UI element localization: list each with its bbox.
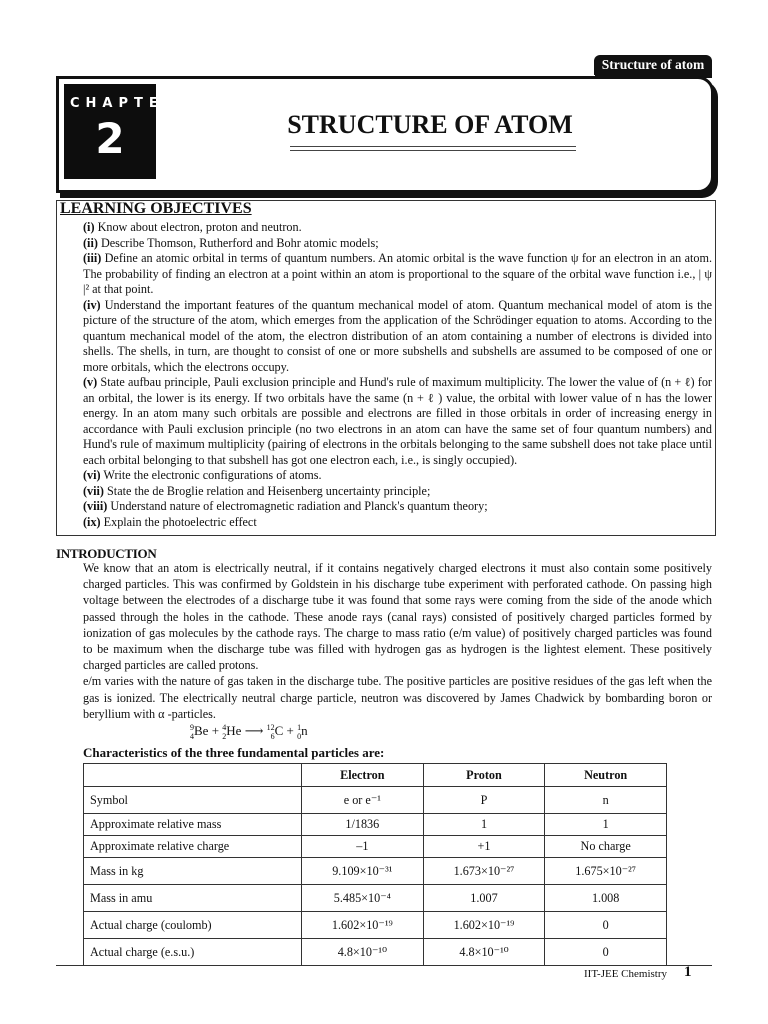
objective-number: (iv) [83,297,101,312]
objective-number: (ii) [83,235,98,250]
row-label: Mass in amu [84,885,302,912]
proton-cell: 1 [423,814,545,836]
learning-objectives-list [83,220,712,530]
objective-number: (v) [83,375,98,389]
title-underline [290,150,576,151]
particles-table [83,763,667,966]
n-mass-number: 1 [297,723,302,733]
electron-cell: e or e⁻¹ [302,787,424,814]
row-label: Approximate relative charge [84,836,302,858]
n-atomic-number: 0 [297,732,302,742]
table-row [84,787,667,814]
table-row [84,836,667,858]
table-heading: Characteristics of the three fundamental particles are: [83,745,385,760]
footer-book-title: IIT-JEE Chemistry [584,968,667,980]
chapter-title: STRUCTURE OF ATOM [287,110,573,139]
objective-number: (iii) [83,251,102,265]
c-mass-number: 12 [266,723,275,733]
neutron-cell: 1.008 [545,885,667,912]
table-row [84,939,667,966]
he-symbol: He [226,723,242,738]
objective-number: (ix) [83,514,101,529]
row-label: Mass in kg [84,858,302,885]
section-tag [590,55,712,77]
neutron-cell: 0 [545,912,667,939]
neutron-cell: 1.675×10⁻²⁷ [545,858,667,885]
table-header-row [84,764,667,787]
objective-text: Describe Thomson, Rutherford and Bohr atomic models; [97,235,379,250]
proton-cell: 1.602×10⁻¹⁹ [423,912,545,939]
plus-sign: + [286,723,294,738]
introduction-paragraph: e/m varies with the nature of gas taken in the discharge tube. The positive particles are positive residues of the gas left when the gas is ionized. The electrically neutral charge particle, neutron was discovered by James Chadwick by bombarding boron or beryllium with α -particles. [83,674,712,721]
learning-objectives-title: LEARNING OBJECTIVES [60,200,252,217]
objective-item [83,499,712,515]
objective-number: (i) [83,220,95,234]
c-symbol: C [274,723,284,738]
column-header [84,764,302,787]
objective-item [83,375,712,468]
objective-text: Understand the important features of the quantum mechanical model of atom. Quantum mechanical model of atom is the picture of the structure of the atom, which emerges from the application of the Schrödinger equation to atoms. According to the quantum mechanical model of the atom, the electron distribution of an atom containing a number of electrons is divided into shells. The shells, in turn, are thought to consist of one or more subshells and subshells are assumed to be composed of one or more orbitals, which the electrons occupy. [83,297,712,374]
reaction-arrow: ⟶ [244,723,264,738]
electron-cell: 1.602×10⁻¹⁹ [302,912,424,939]
nuclear-equation [190,723,308,741]
table-row [84,814,667,836]
objective-text: Understand nature of electromagnetic radiation and Planck's quantum theory; [107,499,488,513]
chapter-number: 2 [95,114,125,163]
objective-number: (vii) [83,483,104,498]
n-symbol: n [301,723,308,738]
he-mass-number: 4 [222,723,227,733]
objective-item [83,251,712,298]
chapter-number-box [64,84,180,179]
proton-cell: 1.673×10⁻²⁷ [423,858,545,885]
footer-rule [56,965,712,966]
row-label: Actual charge (e.s.u.) [84,939,302,966]
proton-cell: 4.8×10⁻¹⁰ [423,939,545,966]
chapter-label: CHAPTER [70,96,180,111]
section-tag-label: Structure of atom [594,55,712,75]
row-label: Actual charge (coulomb) [84,912,302,939]
introduction-paragraph: We know that an atom is electrically neutral, if it contains negatively charged electrons it must also contain some positively charged particles. This was confirmed by Goldstein in his discharge tube experiment with perforated cathode. On passing high voltage between the electrodes of a discharge tube it was found that some rays were coming from the side of the anode which passed through the holes in the cathode. These anode rays (canal rays) consisted of positively charged particles formed by ionization of gas molecules by the cathode rays. The charge to mass ratio (e/m value) of positively charged particles was found to be maximum when the discharge tube was filled with hydrogen gas as hydrogen is the lightest element. These positively charged particles are called protons. [83,561,712,673]
table-row [84,858,667,885]
neutron-cell: No charge [545,836,667,858]
objective-text: Write the electronic configurations of atoms. [100,468,322,482]
row-label: Approximate relative mass [84,814,302,836]
plus-sign: + [211,723,220,738]
objective-number: (viii) [83,499,108,513]
electron-cell: 4.8×10⁻¹⁰ [302,939,424,966]
introduction-heading: INTRODUCTION [56,546,157,561]
electron-cell: 9.109×10⁻³¹ [302,858,424,885]
neutron-cell: 1 [545,814,667,836]
table-row [84,885,667,912]
objective-text: Explain the photoelectric effect [100,514,257,529]
neutron-cell: 0 [545,939,667,966]
electron-cell: –1 [302,836,424,858]
proton-cell: +1 [423,836,545,858]
be-symbol: Be [194,723,209,738]
row-label: Symbol [84,787,302,814]
he-atomic-number: 2 [222,732,227,742]
title-underline [290,146,576,147]
be-mass-number: 9 [190,723,194,733]
objective-text: Know about electron, proton and neutron. [94,220,302,234]
objective-item [83,484,712,500]
table-row [84,912,667,939]
objective-text: State the de Broglie relation and Heisenberg uncertainty principle; [103,483,431,498]
objective-item [83,236,712,252]
be-atomic-number: 4 [190,732,194,742]
objective-item [83,298,712,376]
objective-text: Define an atomic orbital in terms of quantum numbers. An atomic orbital is the wave function ψ for an electron in an atom. The probability of finding an electron at a point within an atom is proportional to the square of the orbital wave function i.e., | ψ |² at that point. [83,251,712,296]
neutron-cell: n [545,787,667,814]
electron-cell: 1/1836 [302,814,424,836]
page-number: 1 [684,964,692,980]
column-header: Electron [302,764,424,787]
electron-cell: 5.485×10⁻⁴ [302,885,424,912]
objective-item [83,515,712,531]
introduction-body [83,560,712,722]
c-atomic-number: 6 [270,732,275,742]
objective-item [83,468,712,484]
proton-cell: 1.007 [423,885,545,912]
objective-text: State aufbau principle, Pauli exclusion principle and Hund's rule of maximum multiplicity. The lower the value of (n + ℓ) for an orbital, the lower is its energy. If two orbitals have the same (n + ℓ ) value, the orbital with lower value of n has the lower energy. In an atom many such orbitals are possible and electrons are filled in those orbitals in order of increasing energy in accordance with Pauli exclusion principle (no two electrons in an atom can have the same set of four quantum numbers) and Hund's rule of maximum multiplicity (pairing of electrons in the orbitals belonging to the same subshell does not take place until each orbital belonging to that subshell has got one electron each, i.e., is singly occupied). [83,375,712,467]
objective-item [83,220,712,236]
column-header: Proton [423,764,545,787]
column-header: Neutron [545,764,667,787]
proton-cell: P [423,787,545,814]
objective-number: (vi) [83,468,101,482]
